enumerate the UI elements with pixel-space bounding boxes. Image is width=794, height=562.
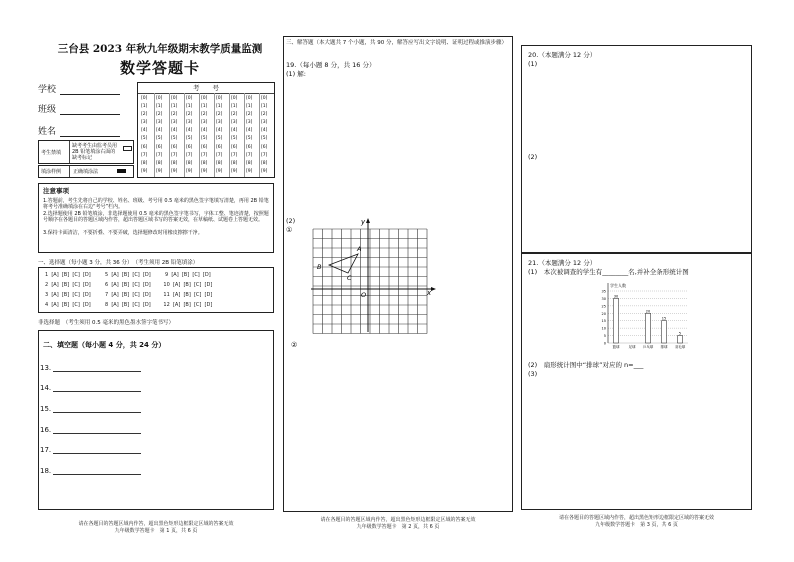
exam-digit-bubble[interactable]: [0] xyxy=(201,96,208,101)
class-field[interactable]: 班级 xyxy=(38,102,120,115)
data-label: 15 xyxy=(661,316,667,321)
exam-digit-bubble[interactable]: [9] xyxy=(246,168,253,174)
origin-label: O xyxy=(361,291,367,299)
y-tick-label: 30 xyxy=(601,296,606,301)
exam-digit-bubble[interactable]: [1] xyxy=(216,104,223,110)
notice-box xyxy=(38,183,274,253)
exam-digit-bubble[interactable]: [6] xyxy=(216,144,223,150)
exam-digit-bubble[interactable]: [2] xyxy=(201,112,208,118)
exam-digit-bubble[interactable]: [1] xyxy=(171,104,178,110)
exam-digit-bubble[interactable]: [4] xyxy=(216,128,223,134)
exam-digit-bubble[interactable]: [1] xyxy=(186,104,193,110)
exam-digit-bubble[interactable]: [9] xyxy=(156,168,163,174)
fill-example-box xyxy=(38,165,134,178)
bar-篮球 xyxy=(614,298,619,343)
x-category-label: 羽毛球 xyxy=(674,345,686,349)
data-label: 20 xyxy=(645,309,651,314)
exam-digit-bubble[interactable]: [1] xyxy=(141,104,148,110)
y-tick-label: 5 xyxy=(603,334,606,339)
exam-digit-bubble[interactable]: [7] xyxy=(156,152,163,158)
exam-digit-bubble[interactable]: [8] xyxy=(156,160,163,166)
exam-digit-bubble[interactable]: [4] xyxy=(156,128,163,134)
exam-digit-bubble[interactable]: [7] xyxy=(216,152,223,158)
exam-digit-bubble[interactable]: [1] xyxy=(246,104,253,110)
exam-digit-bubble[interactable]: [8] xyxy=(141,160,148,166)
answer-17-field[interactable]: 17. xyxy=(40,446,141,454)
y-tick-label: 0 xyxy=(603,341,606,346)
q20-part2: (2) xyxy=(528,153,538,161)
exam-digit-column[interactable] xyxy=(261,95,267,176)
filled-mark-icon xyxy=(117,169,126,173)
exam-digit-bubble[interactable]: [6] xyxy=(261,144,268,150)
exam-digit-bubble[interactable]: [0] xyxy=(141,96,148,101)
exam-digit-bubble[interactable]: [9] xyxy=(231,168,238,174)
y-tick-label: 15 xyxy=(601,319,606,324)
y-tick-label: 20 xyxy=(601,311,606,316)
exam-digit-bubble[interactable]: [4] xyxy=(186,128,193,134)
exam-digit-bubble[interactable]: [2] xyxy=(231,112,238,118)
exam-digit-bubble[interactable]: [2] xyxy=(261,112,268,118)
notice-title: 注意事项 xyxy=(43,187,69,195)
exam-digit-bubble[interactable]: [7] xyxy=(186,152,193,158)
exam-digit-bubble[interactable]: [3] xyxy=(216,120,223,126)
exam-digit-bubble[interactable]: [7] xyxy=(171,152,178,158)
fill-example-label: 填涂样例 xyxy=(41,169,62,175)
x-category-label: 足球 xyxy=(628,345,636,349)
exam-digit-bubble[interactable]: [6] xyxy=(171,144,178,150)
notice-item-3: 3.保持卡面清洁，不要折叠、不要弄破，选择题修改时用橡皮擦擦干净。 xyxy=(43,230,203,236)
section3-heading: 三、解答题（本大题共 7 个小题，共 90 分，解答应写出文字说明、证明过程或推演步骤） xyxy=(286,40,507,46)
x-category-label: 乒乓球 xyxy=(642,345,654,349)
exam-digit-bubble[interactable]: [8] xyxy=(186,160,193,166)
exam-digit-bubble[interactable]: [1] xyxy=(156,104,163,110)
exam-digit-column[interactable] xyxy=(156,95,162,176)
data-label: 5 xyxy=(678,331,682,336)
exam-digit-bubble[interactable]: [2] xyxy=(246,112,253,118)
exam-digit-bubble[interactable]: [0] xyxy=(171,96,178,101)
exam-digit-column[interactable] xyxy=(246,95,252,176)
q21-part2[interactable]: (2) 扇形统计图中“排球”对应的 n=___ xyxy=(528,361,644,369)
x-axis-label: x xyxy=(427,289,432,297)
exam-digit-bubble[interactable]: [7] xyxy=(201,152,208,158)
exam-number-grid[interactable] xyxy=(137,82,275,178)
exam-digit-bubble[interactable]: [7] xyxy=(246,152,253,158)
mcq-heading: 一、选择题（每小题 3 分，共 36 分） （考生须用 2B 铅笔填涂） xyxy=(38,260,199,266)
answer-16-field[interactable]: 16. xyxy=(40,426,141,434)
exam-digit-bubble[interactable]: [9] xyxy=(171,168,178,174)
point-c-label: C xyxy=(347,274,352,282)
q20-answer-box[interactable] xyxy=(521,45,752,253)
exam-digit-bubble[interactable]: [8] xyxy=(246,160,253,166)
answer-15-field[interactable]: 15. xyxy=(40,405,141,413)
q19-part2: (2) xyxy=(286,217,296,225)
notice-item-1: 1.答题前，考生先将自己的学校、姓名、班级、考号用 0.5 毫米的黑色签字笔填写清楚，再用 2B 铅笔将考号准确填涂在右边“考号”栏内。 xyxy=(43,198,269,210)
absent-checkbox[interactable] xyxy=(123,146,132,151)
exam-digit-bubble[interactable]: [6] xyxy=(141,144,148,150)
q19-subpart-2: ② xyxy=(291,341,298,349)
q20-part1: (1) xyxy=(528,60,538,68)
exam-digit-bubble[interactable]: [2] xyxy=(156,112,163,118)
exam-digit-bubble[interactable]: [3] xyxy=(201,120,208,126)
absent-text: 缺考考生由监考员用 2B 铅笔填涂右面的缺考标记 xyxy=(72,143,118,161)
mcq-row[interactable]: 3 [A] [B] [C] [D] 7 [A] [B] [C] [D] 11 [A] [B] [C] [D] xyxy=(45,292,213,298)
exam-digit-bubble[interactable]: [3] xyxy=(141,120,148,126)
exam-digit-bubble[interactable]: [2] xyxy=(171,112,178,118)
exam-digit-bubble[interactable]: [0] xyxy=(186,96,193,101)
q21-title: 21.（本题满分 12 分） xyxy=(528,259,597,267)
exam-digit-bubble[interactable]: [0] xyxy=(261,96,268,101)
exam-digit-bubble[interactable]: [3] xyxy=(231,120,238,126)
exam-digit-bubble[interactable]: [9] xyxy=(201,168,208,174)
non-mcq-heading: 非选择题 （考生须用 0.5 毫米的黑色墨水签字笔书写） xyxy=(38,320,174,326)
exam-digit-bubble[interactable]: [9] xyxy=(186,168,193,174)
q19-title: 19.（每小题 8 分，共 16 分） xyxy=(286,61,376,69)
exam-digit-bubble[interactable]: [0] xyxy=(231,96,238,101)
exam-digit-bubble[interactable]: [7] xyxy=(141,152,148,158)
q21-part1[interactable]: (1) 本次被调查的学生有________名,并补全条形统计图 xyxy=(528,268,689,276)
fill-heading: 二、填空题（每小题 4 分，共 24 分） xyxy=(43,341,166,349)
exam-digit-bubble[interactable]: [9] xyxy=(261,168,268,174)
q21-part3: (3) xyxy=(528,370,538,378)
exam-digit-bubble[interactable]: [3] xyxy=(186,120,193,126)
absent-mark-box xyxy=(38,140,134,164)
exam-digit-bubble[interactable]: [3] xyxy=(261,120,268,126)
exam-digit-bubble[interactable]: [6] xyxy=(231,144,238,150)
exam-digit-bubble[interactable]: [4] xyxy=(171,128,178,134)
exam-digit-bubble[interactable]: [5] xyxy=(246,136,253,142)
exam-digit-bubble[interactable]: [1] xyxy=(261,104,268,110)
exam-digit-bubble[interactable]: [8] xyxy=(171,160,178,166)
point-a-label: A xyxy=(357,245,362,253)
exam-digit-bubble[interactable]: [5] xyxy=(201,136,208,142)
exam-digit-bubble[interactable]: [9] xyxy=(141,168,148,174)
fill-in-box[interactable] xyxy=(38,330,274,510)
x-category-label: 排球 xyxy=(660,345,668,349)
exam-digit-bubble[interactable]: [4] xyxy=(261,128,268,134)
exam-digit-bubble[interactable]: [4] xyxy=(231,128,238,134)
chart-ylabel: 学生人数 xyxy=(610,283,626,288)
exam-digit-bubble[interactable]: [9] xyxy=(216,168,223,174)
exam-digit-bubble[interactable]: [6] xyxy=(201,144,208,150)
q19-subpart-1: ① xyxy=(286,226,293,234)
exam-digit-bubble[interactable]: [4] xyxy=(201,128,208,134)
answer-18-field[interactable]: 18. xyxy=(40,467,141,475)
exam-digit-bubble[interactable]: [5] xyxy=(171,136,178,142)
data-label: 30 xyxy=(613,294,619,299)
exam-digit-bubble[interactable]: [4] xyxy=(246,128,253,134)
answer-card-title: 数学答题卡 xyxy=(119,59,200,77)
exam-digit-bubble[interactable]: [8] xyxy=(216,160,223,166)
exam-digit-bubble[interactable]: [6] xyxy=(186,144,193,150)
mcq-row[interactable]: 1 [A] [B] [C] [D] 5 [A] [B] [C] [D] 9 [A] [B] [C] [D] xyxy=(45,272,211,278)
mcq-row[interactable]: 2 [A] [B] [C] [D] 6 [A] [B] [C] [D] 10 [A] [B] [C] [D] xyxy=(45,282,213,288)
exam-digit-bubble[interactable]: [5] xyxy=(186,136,193,142)
exam-digit-bubble[interactable]: [1] xyxy=(201,104,208,110)
page-1-footer: 请在各题目的答题区域内作答，超出黑色矩形边框限定区域的答案无效 九年级数学答题卡 第 1 页，共 6 页 xyxy=(78,521,234,534)
bar-乒乓球 xyxy=(646,313,651,343)
exam-digit-bubble[interactable]: [2] xyxy=(141,112,148,118)
exam-digit-bubble[interactable]: [3] xyxy=(171,120,178,126)
page-2-footer: 请在各题目的答题区域内作答，超出黑色矩形边框限定区域的答案无效 九年级数学答题卡 第 2 页，共 6 页 xyxy=(320,517,476,530)
exam-digit-column[interactable] xyxy=(141,95,147,176)
answer-14-field[interactable]: 14. xyxy=(40,384,141,392)
exam-digit-bubble[interactable]: [0] xyxy=(246,96,253,101)
triangle-abc xyxy=(329,254,358,273)
exam-digit-bubble[interactable]: [1] xyxy=(231,104,238,110)
name-field[interactable]: 姓名 xyxy=(38,124,120,137)
bar-羽毛球 xyxy=(678,336,683,343)
y-axis-label: y xyxy=(361,218,366,226)
exam-digit-bubble[interactable]: [0] xyxy=(216,96,223,101)
page-3-footer: 请在各题目的答题区域内作答，超出黑色矩形边框限定区域的答案无效 九年级数学答题卡 第 3 页，共 6 页 xyxy=(558,515,714,528)
school-field[interactable]: 学校 xyxy=(38,82,120,95)
fill-example-text: 正确填涂法 xyxy=(73,169,99,175)
exam-digit-bubble[interactable]: [2] xyxy=(216,112,223,118)
exam-digit-column[interactable] xyxy=(171,95,177,176)
y-tick-label: 10 xyxy=(601,326,606,331)
y-tick-label: 25 xyxy=(601,304,606,309)
y-tick-label: 35 xyxy=(601,289,606,294)
exam-digit-bubble[interactable]: [2] xyxy=(186,112,193,118)
exam-digit-bubble[interactable]: [4] xyxy=(141,128,148,134)
x-category-label: 篮球 xyxy=(612,345,620,349)
exam-digit-bubble[interactable]: [3] xyxy=(156,120,163,126)
mcq-row[interactable]: 4 [A] [B] [C] [D] 8 [A] [B] [C] [D] 12 [A] [B] [C] [D] xyxy=(45,302,213,308)
answer-13-field[interactable]: 13. xyxy=(40,364,141,372)
exam-digit-bubble[interactable]: [6] xyxy=(246,144,253,150)
exam-digit-column[interactable] xyxy=(201,95,207,176)
mcq-box[interactable] xyxy=(38,267,274,313)
exam-digit-bubble[interactable]: [8] xyxy=(261,160,268,166)
exam-number-header: 考 号 xyxy=(193,84,219,92)
exam-digit-column[interactable] xyxy=(216,95,222,176)
exam-digit-bubble[interactable]: [8] xyxy=(201,160,208,166)
exam-digit-bubble[interactable]: [3] xyxy=(246,120,253,126)
exam-digit-bubble[interactable]: [7] xyxy=(261,152,268,158)
coordinate-grid[interactable] xyxy=(305,215,440,337)
q20-title: 20.（本题满分 12 分） xyxy=(528,51,597,59)
exam-digit-column[interactable] xyxy=(186,95,192,176)
exam-digit-bubble[interactable]: [0] xyxy=(156,96,163,101)
bar-排球 xyxy=(662,321,667,343)
exam-digit-bubble[interactable]: [5] xyxy=(261,136,268,142)
q19-part1: (1) 解: xyxy=(286,70,306,78)
absent-label: 考生禁填 xyxy=(41,150,62,156)
point-b-label: B xyxy=(317,263,322,271)
exam-digit-bubble[interactable]: [5] xyxy=(231,136,238,142)
exam-digit-bubble[interactable]: [7] xyxy=(231,152,238,158)
exam-digit-column[interactable] xyxy=(231,95,237,176)
bar-chart[interactable] xyxy=(596,279,706,353)
exam-digit-bubble[interactable]: [5] xyxy=(216,136,223,142)
exam-title: 三台县 2023 年秋九年级期末教学质量监测 xyxy=(57,43,263,55)
exam-digit-bubble[interactable]: [8] xyxy=(231,160,238,166)
notice-item-2: 2.选择题使用 2B 铅笔填涂，非选择题使用 0.5 毫米的黑色签字笔书写，字体工整、笔迹清楚，按照题号顺序在各题目的答题区域内作答，超出答题区域书写的答案无效，在草稿纸、试题卷上答题无效。 xyxy=(43,211,269,223)
exam-digit-bubble[interactable]: [5] xyxy=(141,136,148,142)
exam-digit-bubble[interactable]: [6] xyxy=(156,144,163,150)
exam-digit-bubble[interactable]: [5] xyxy=(156,136,163,142)
